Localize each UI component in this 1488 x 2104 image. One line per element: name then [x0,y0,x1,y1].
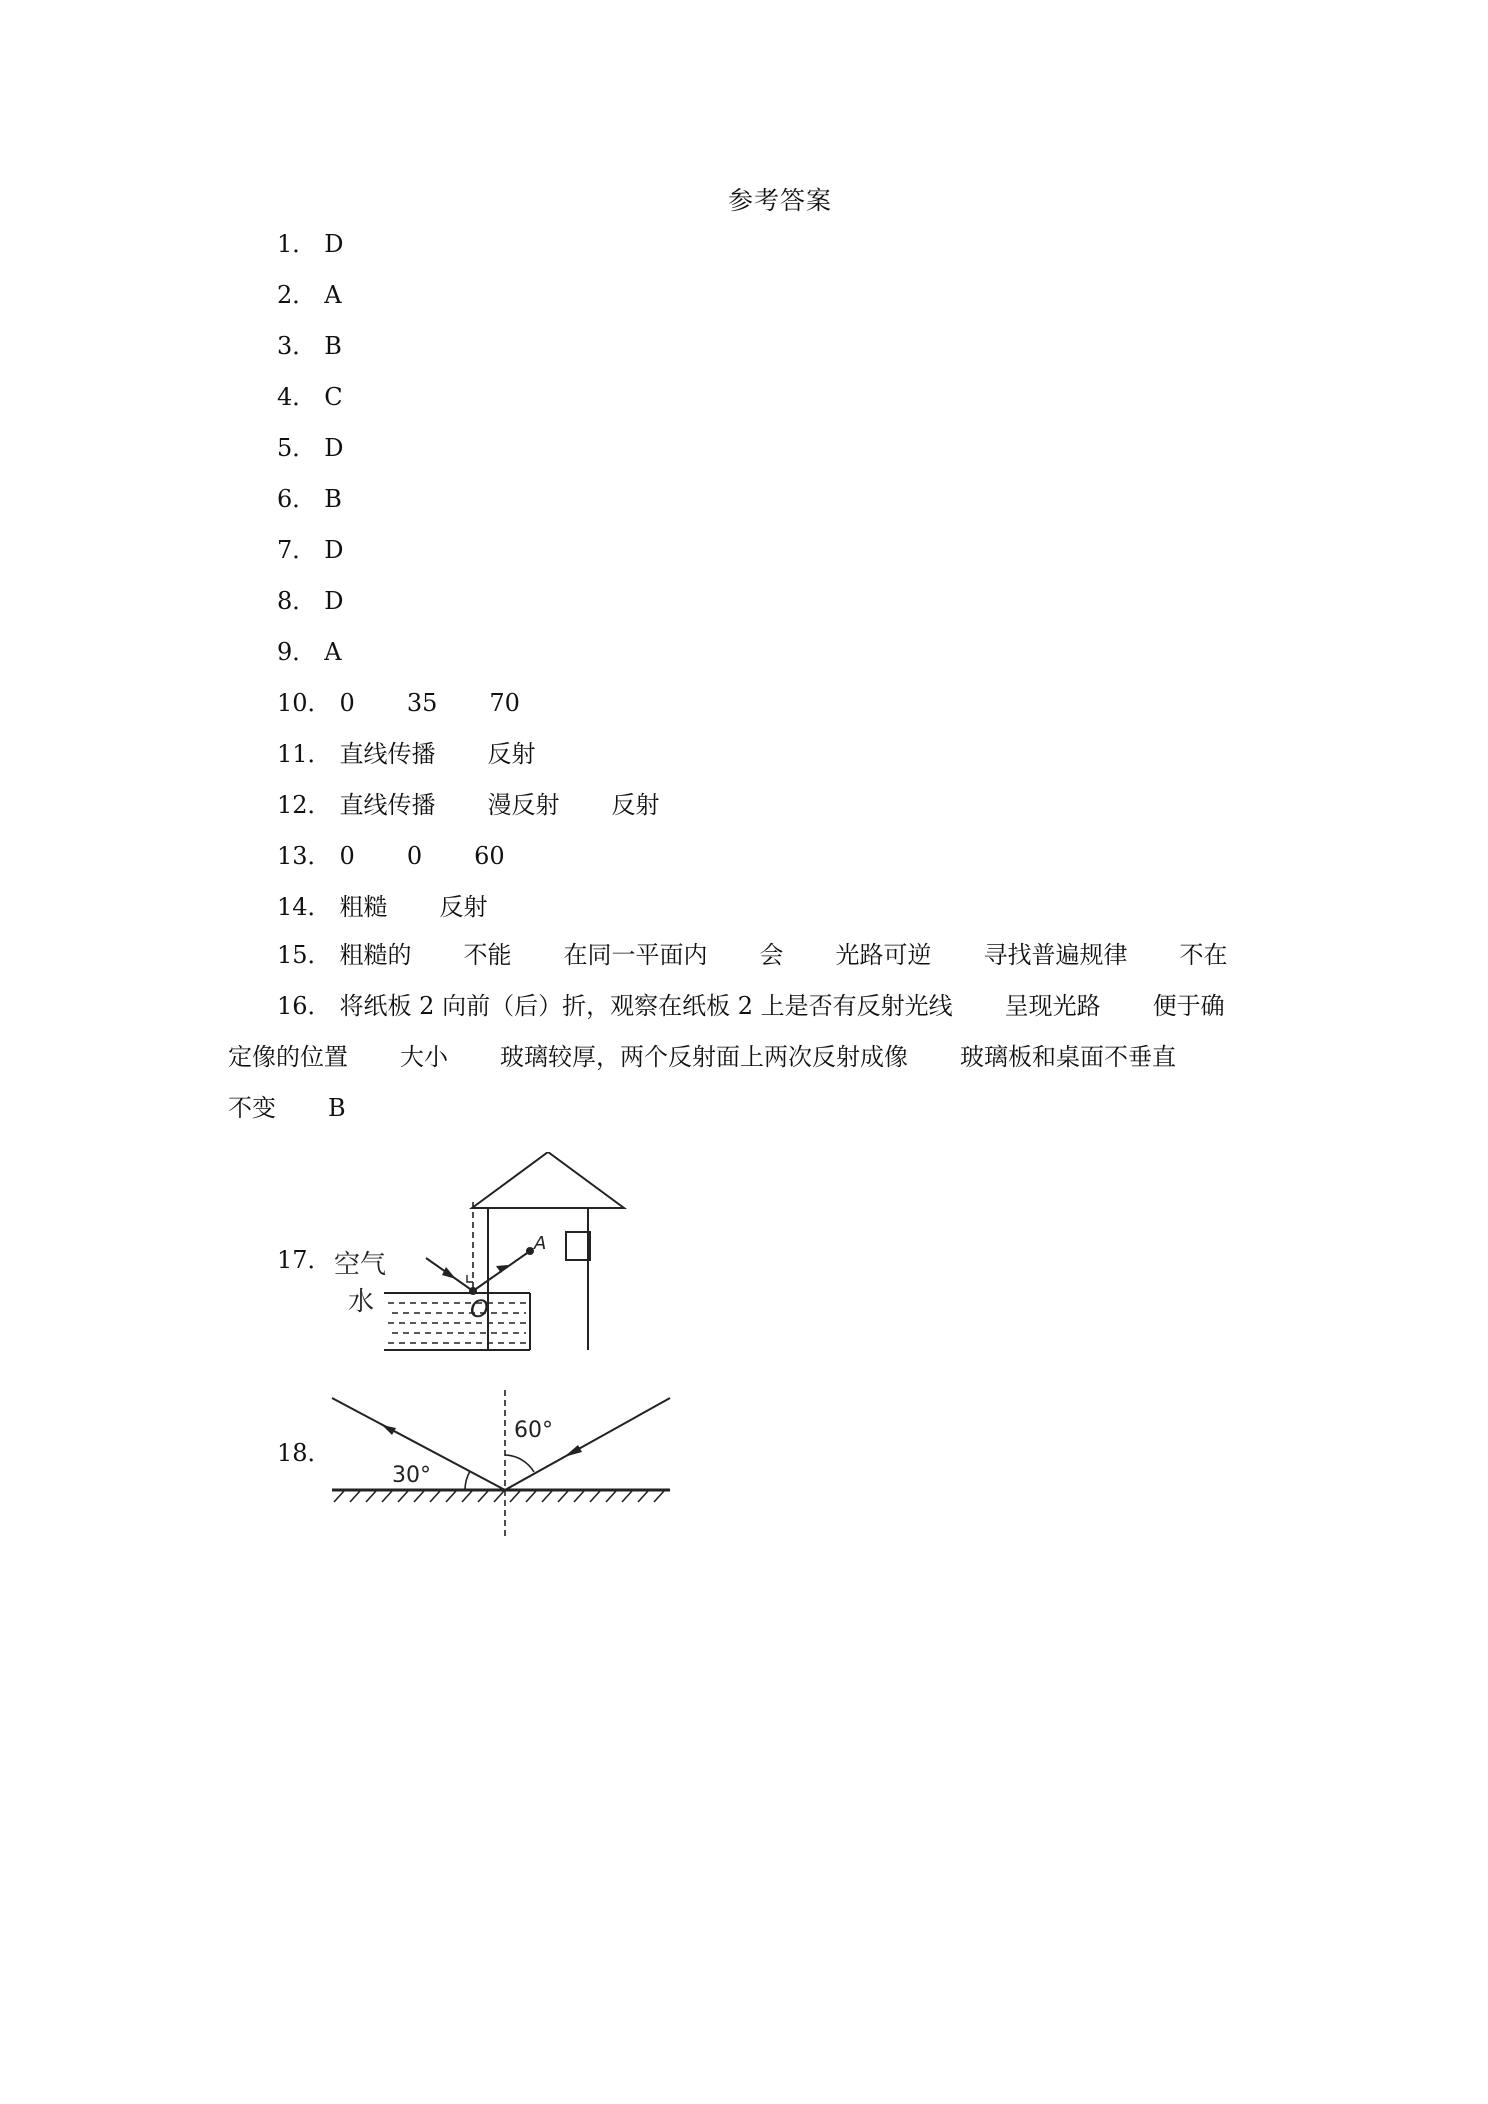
answer-text: D [324,434,344,462]
answer-line [277,281,342,309]
q16-line-1 [277,992,1225,1020]
point-o [469,1287,477,1295]
question-number: 7． [277,536,317,564]
answer-line [277,689,520,717]
air-label: 空气 [334,1250,387,1280]
point-o-label: O [470,1295,489,1323]
q18-number: 18． [277,1439,332,1467]
answer-line [277,536,344,564]
q16-answer-2: 呈现光路 [1004,992,1101,1020]
answer-text: 会 [759,941,784,969]
answer-line [277,485,342,513]
angle-arc-60 [505,1455,534,1472]
answer-text: 粗糙的 [339,941,412,969]
q16-line-2 [228,1043,1176,1071]
q16-answer-7: 玻璃板和桌面不垂直 [960,1043,1176,1071]
answer-text: 35 [406,689,438,717]
answer-text: 反射 [611,791,660,819]
question-number: 2． [277,281,317,309]
question-number: 6． [277,485,317,513]
answer-text: D [324,230,344,258]
q18-diagram [330,1390,680,1540]
q16-answer-8: 不变 [228,1094,276,1122]
answer-line [277,842,505,870]
answer-text: 在同一平面内 [563,941,708,969]
question-number: 15． [277,941,332,969]
answer-line [277,230,344,258]
question-number: 12． [277,791,332,819]
answer-text: D [324,536,344,564]
answer-text: 粗糙 [339,893,388,921]
question-number: 8． [277,587,317,615]
question-number: 1． [277,230,317,258]
q16-answer-9: B [328,1094,346,1122]
question-number: 14． [277,893,332,921]
answer-line [277,941,1228,969]
question-number: 5． [277,434,317,462]
water-label: 水 [348,1287,375,1317]
answer-line [277,638,342,666]
answer-text: A [324,281,342,309]
page-title: 参考答案 [727,186,832,215]
answer-line [277,383,343,411]
point-a [526,1247,534,1255]
q17-number: 17． [277,1246,332,1274]
answer-text: 漫反射 [487,791,560,819]
answer-text: B [324,332,342,360]
answer-text: 直线传播 [339,740,436,768]
point-a-label: A [534,1233,547,1254]
question-number: 13． [277,842,332,870]
q17-diagram [330,1152,670,1352]
angle-arc-30 [465,1471,470,1490]
question-number: 11． [277,740,332,768]
q16-number: 16． [277,992,332,1020]
answer-text: 寻找普遍规律 [983,941,1128,969]
answer-text: A [324,638,342,666]
incident-ray [505,1398,670,1490]
answer-line [277,893,488,921]
answer-text: 光路可逆 [835,941,932,969]
answer-text: 0 [339,842,355,870]
answer-text: 60 [474,842,505,870]
answer-text: 反射 [439,893,488,921]
answer-text: 不在 [1179,941,1228,969]
q16-answer-3: 便于确 [1152,992,1225,1020]
question-number: 10． [277,689,332,717]
answer-text: 反射 [487,740,536,768]
answer-text: 0 [339,689,355,717]
question-number: 9． [277,638,317,666]
question-number: 3． [277,332,317,360]
house-window [566,1232,590,1260]
q16-answer-1: 将纸板 2 向前（后）折，观察在纸板 2 上是否有反射光线 [339,992,953,1020]
answer-text: 0 [406,842,423,870]
answer-line [277,791,660,819]
answer-text: 70 [489,689,520,717]
q16-line-3 [228,1094,346,1122]
q16-answer-4: 定像的位置 [228,1043,348,1071]
q16-answer-6: 玻璃较厚，两个反射面上两次反射成像 [500,1043,908,1071]
answer-text: B [324,485,342,513]
answer-text: D [324,587,344,615]
answer-line [277,434,344,462]
q16-answer-5: 大小 [400,1043,448,1071]
answer-line [277,740,536,768]
answer-line [277,332,342,360]
question-number: 4． [277,383,317,411]
house-roof [472,1152,624,1208]
answer-line [277,587,344,615]
angle-label-60: 60° [514,1418,553,1443]
answer-text: 不能 [463,941,512,969]
answer-text: C [324,383,343,411]
angle-label-30: 30° [392,1463,431,1488]
answer-text: 直线传播 [339,791,436,819]
